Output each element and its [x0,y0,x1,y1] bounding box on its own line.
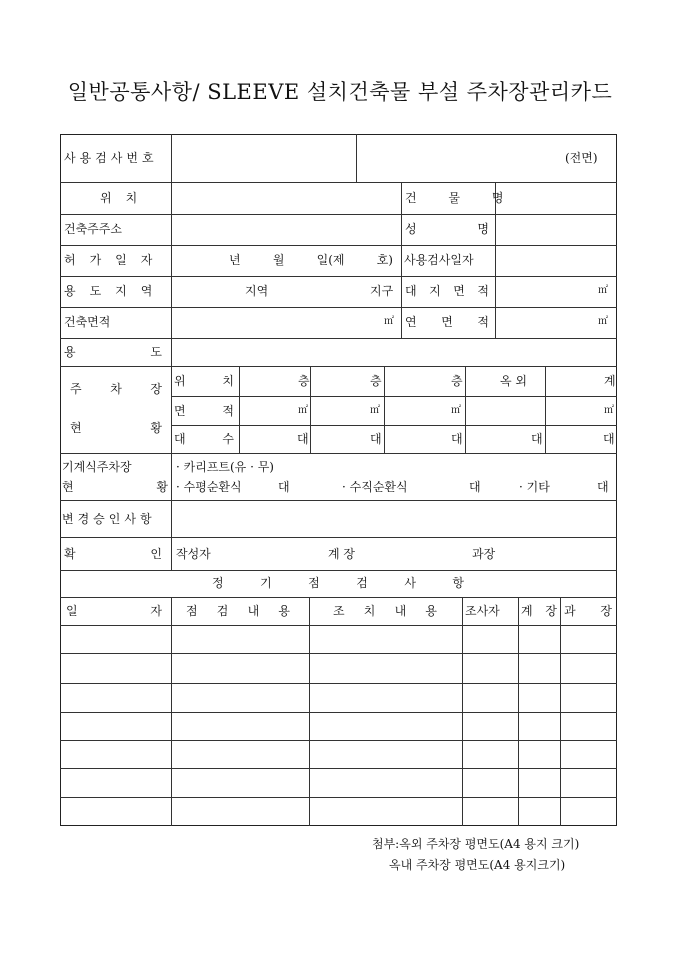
total-floor-area-unit: ㎡ [598,316,608,327]
mech-parking-label-1: 기계식주차장 [62,460,132,474]
building-area-label: 건축면적 [64,315,111,329]
building-area-unit: ㎡ [384,316,394,327]
inspection-col-chief: 계 장 [521,604,557,618]
parking-area-unit: ㎡ [298,405,308,416]
building-name-label: 건 물 명 [405,191,518,205]
front-side-label: (전면) [565,151,598,165]
mech-horizontal-unit: 대 [278,480,290,494]
attachment-note-1: 첨부:옥외 주차장 평면도(A4 용지 크기) [372,837,580,851]
inspection-date-label: 사용검사일자 [404,253,474,267]
confirm-writer: 작성자 [176,547,211,561]
inspection-col-action: 조 치 내 용 [333,604,437,618]
parking-area-unit: ㎡ [451,405,461,416]
parking-floor-unit: 층 [370,374,382,388]
parking-count-unit: 대 [451,432,463,446]
site-area-unit: ㎡ [598,285,608,296]
parking-count-unit: 대 [297,432,309,446]
permit-date-value: 년 월 일(제 호) [229,253,393,267]
change-approval-label: 변경승인사항 [62,512,156,526]
attachment-note-2: 옥내 주차장 평면도(A4 용지크기) [389,858,566,872]
parking-status-label-2: 현 황 [70,421,162,435]
inspection-col-content: 점 검 내 용 [186,604,290,618]
site-area-label: 대 지 면 적 [405,284,489,298]
permit-no-label: 사용검사번호 [64,151,158,165]
parking-area-label: 면 적 [174,404,234,418]
confirm-manager: 과장 [472,547,496,561]
zone-district-text: 지구 [370,284,394,298]
parking-total-label: 계 [604,374,616,388]
inspection-col-inspector: 조사자 [465,604,500,618]
mech-horizontal: · 수평순환식 [176,480,242,494]
parking-outdoor-label: 옥 외 [500,374,527,388]
mech-parking-label-2: 현 황 [62,480,168,494]
zone-label: 용도지역 [64,284,167,298]
inspection-section-title: 정 기 점 검 사 항 [212,576,464,590]
zone-area-text: 지역 [245,284,269,298]
parking-count-unit: 대 [603,432,615,446]
use-label: 용 도 [64,345,162,359]
inspection-col-date: 일 자 [66,604,162,618]
mech-other: · 기타 [519,480,550,494]
name-label: 성 명 [405,222,489,236]
parking-status-label-1: 주 차 장 [70,382,162,396]
parking-area-unit: ㎡ [370,405,380,416]
parking-location-label: 위 치 [174,374,234,388]
mech-vertical-unit: 대 [469,480,481,494]
page-title: 일반공통사항/ SLEEVE 설치건축물 부설 주차장관리카드 [67,80,613,104]
parking-floor-unit: 층 [451,374,463,388]
parking-count-unit: 대 [531,432,543,446]
confirm-label: 확 인 [64,547,162,561]
total-floor-area-label: 연 면 적 [405,315,489,329]
mech-other-unit: 대 [597,480,609,494]
owner-address-label: 건축주주소 [64,222,122,236]
mech-vertical: · 수직순환식 [342,480,408,494]
parking-count-unit: 대 [370,432,382,446]
inspection-col-manager: 과 장 [564,604,612,618]
location-label: 위치 [100,191,152,205]
confirm-chief: 계 장 [328,547,355,561]
parking-area-unit: ㎡ [604,405,614,416]
mech-car-lift: · 카리프트(유 · 무) [176,460,274,474]
parking-floor-unit: 층 [298,374,310,388]
permit-date-label: 허가일자 [64,253,167,267]
parking-count-label: 대 수 [174,432,234,446]
